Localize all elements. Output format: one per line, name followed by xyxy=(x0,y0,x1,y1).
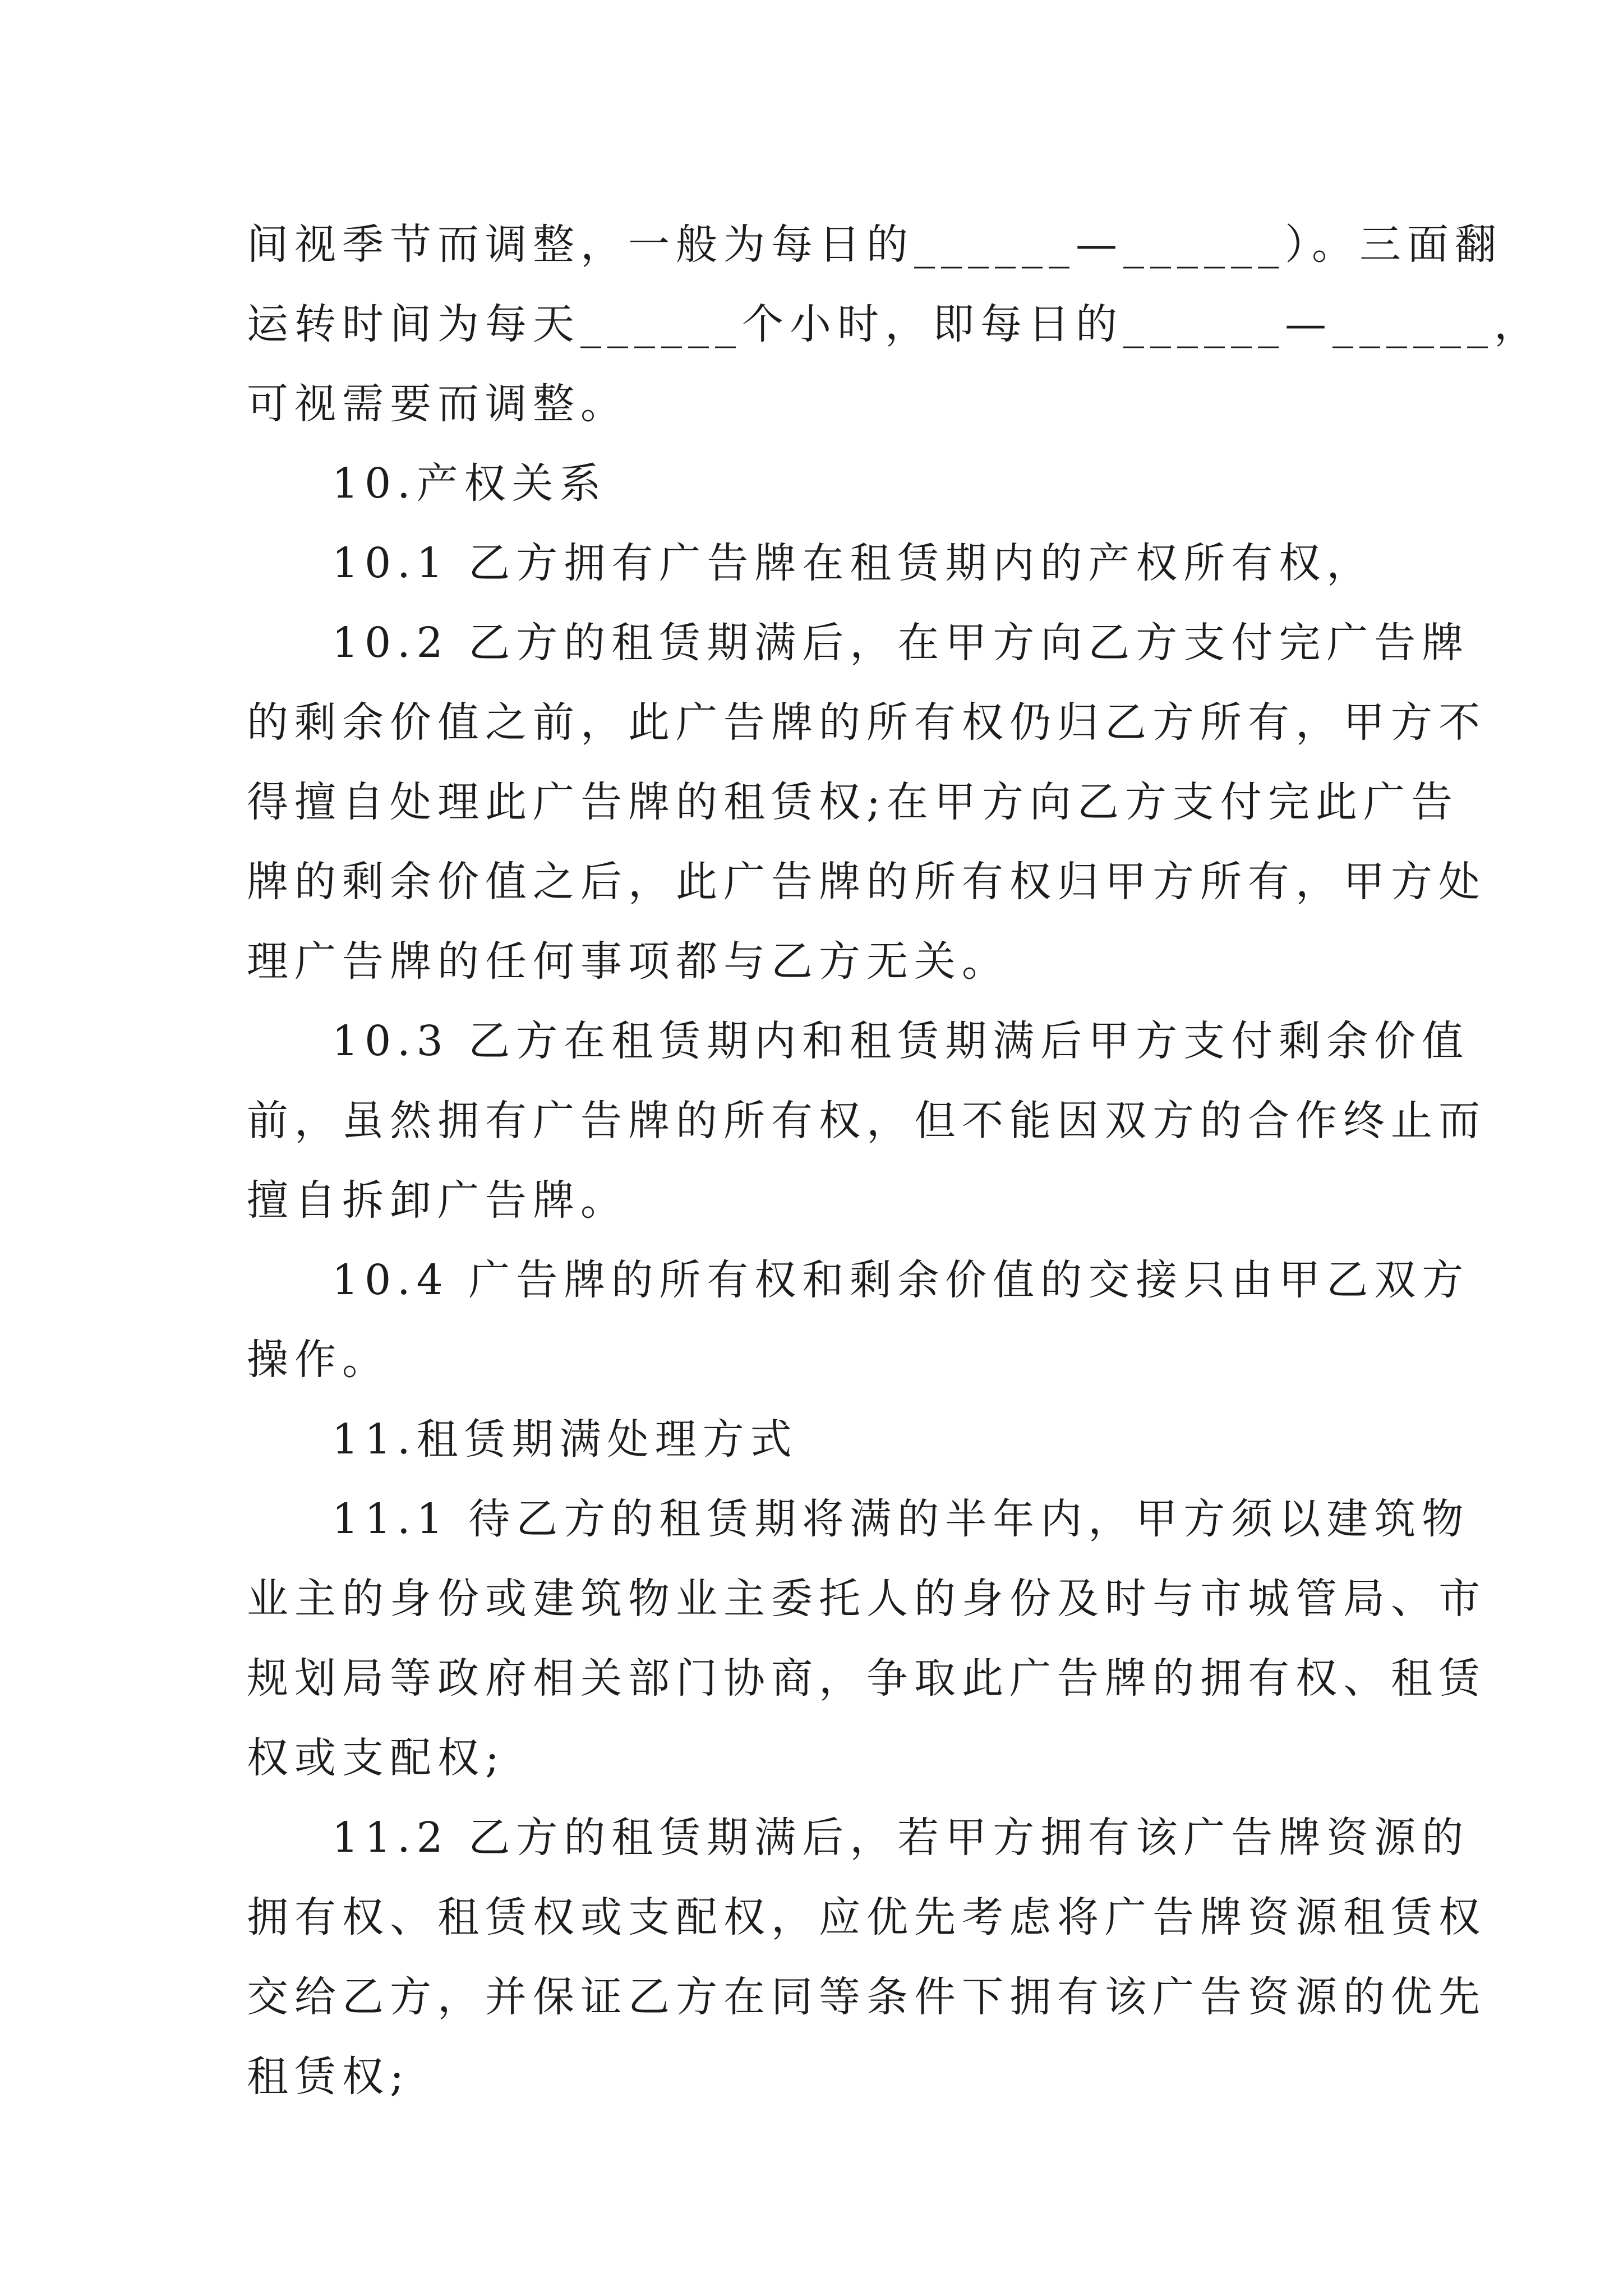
paragraph-line: 操作。 xyxy=(247,1336,390,1384)
section-heading: 11.租赁期满处理方式 xyxy=(332,1415,798,1464)
paragraph-line: 租赁权; xyxy=(247,2053,410,2101)
clause-line: 10.4 广告牌的所有权和剩余价值的交接只由甲乙双方 xyxy=(332,1256,1470,1304)
document-body xyxy=(247,205,1542,2116)
paragraph-line: 理广告牌的任何事项都与乙方无关。 xyxy=(247,937,1009,986)
paragraph-line: 的剩余价值之前，此广告牌的所有权仍归乙方所有，甲方不 xyxy=(247,698,1486,747)
clause-line: 10.2 乙方的租赁期满后，在甲方向乙方支付完广告牌 xyxy=(332,619,1470,667)
clause-line: 11.2 乙方的租赁期满后，若甲方拥有该广告牌资源的 xyxy=(332,1814,1470,1862)
clause-line: 10.3 乙方在租赁期内和租赁期满后甲方支付剩余价值 xyxy=(332,1017,1470,1065)
paragraph-line: 拥有权、租赁权或支配权，应优先考虑将广告牌资源租赁权 xyxy=(247,1893,1486,1941)
paragraph-line: 规划局等政府相关部门协商，争取此广告牌的拥有权、租赁 xyxy=(247,1654,1486,1703)
paragraph-line: 运转时间为每天______个小时，即每日的______—______， xyxy=(247,300,1542,348)
clause-line: 11.1 待乙方的租赁期将满的半年内，甲方须以建筑物 xyxy=(332,1495,1470,1543)
paragraph-line: 可视需要而调整。 xyxy=(247,380,628,428)
paragraph-line: 前，虽然拥有广告牌的所有权，但不能因双方的合作终止而 xyxy=(247,1097,1486,1145)
paragraph-line: 业主的身份或建筑物业主委托人的身份及时与市城管局、市 xyxy=(247,1575,1486,1623)
paragraph-line: 得擅自处理此广告牌的租赁权;在甲方向乙方支付完此广告 xyxy=(247,778,1459,826)
paragraph-line: 交给乙方，并保证乙方在同等条件下拥有该广告资源的优先 xyxy=(247,1973,1486,2021)
section-heading: 10.产权关系 xyxy=(332,459,607,508)
paragraph-line: 间视季节而调整，一般为每日的______—______）。三面翻 xyxy=(247,220,1502,269)
paragraph-line: 擅自拆卸广告牌。 xyxy=(247,1176,628,1225)
clause-line: 10.1 乙方拥有广告牌在租赁期内的产权所有权， xyxy=(332,539,1375,587)
paragraph-line: 牌的剩余价值之后，此广告牌的所有权归甲方所有，甲方处 xyxy=(247,858,1486,906)
paragraph-line: 权或支配权; xyxy=(247,1734,505,1782)
